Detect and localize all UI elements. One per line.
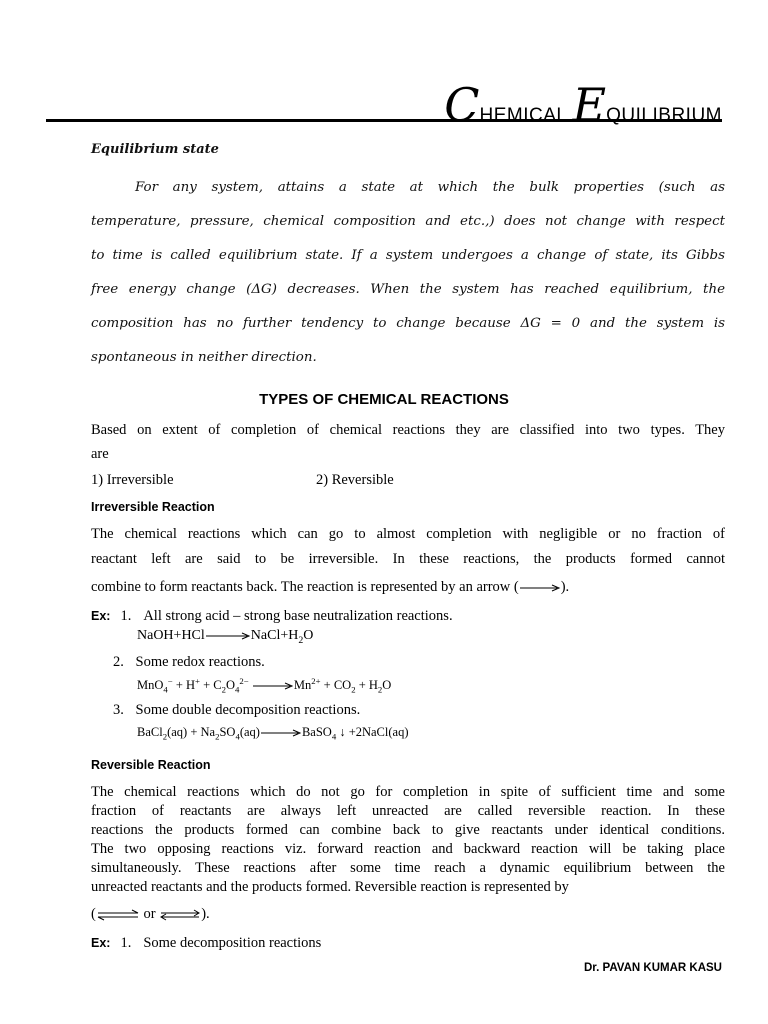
reversible-heading: Reversible Reaction (91, 758, 211, 772)
example-3 (113, 702, 360, 719)
eq2-part: + H (355, 678, 378, 692)
eq2-sub: 2 (221, 684, 226, 695)
eq1-sub: 2 (298, 634, 304, 646)
equilibrium-state-heading: Equilibrium state (91, 142, 219, 157)
reversible-line: unreacted reactants and the products formed. Reversible reaction is represented by (91, 879, 569, 895)
eq1-lhs: NaOH+HCl (137, 628, 205, 643)
title-initial-c: C (444, 78, 480, 132)
types-intro-line: Based on extent of completion of chemical reactions they are classified into two types. They (91, 422, 725, 438)
equation-neutralization (137, 628, 313, 644)
eq2-part: + H (172, 678, 196, 692)
equilibrium-line: free energy change (ΔG) decreases. When the system has reached equilibrium, the (91, 282, 725, 297)
section-title-types: TYPES OF CHEMICAL REACTIONS (259, 391, 509, 408)
eq1-rhs: NaCl+H (250, 628, 299, 643)
eq3-part: BaCl (137, 725, 163, 739)
eq2-sup: + (195, 675, 200, 686)
eq3-sub: 2 (162, 731, 168, 742)
ex-label: Ex: (91, 936, 111, 950)
example-text: Some double decomposition reactions. (135, 702, 361, 718)
right-arrow-icon (252, 681, 294, 691)
eq2-sup: − (167, 675, 173, 686)
eq3-part: ↓ +2NaCl(aq) (336, 725, 409, 739)
equilibrium-arrows-icon (159, 909, 201, 921)
irreversible-line: The chemical reactions which can go to almost completion with negligible or no fraction of (91, 526, 725, 542)
example-number: 2. (113, 654, 124, 670)
example-text: Some decomposition reactions (143, 935, 322, 951)
example-2 (113, 654, 265, 671)
reversible-line: The two opposing reactions viz. forward reaction and backward reaction will be taking place (91, 841, 725, 857)
eq3-sub: 2 (215, 731, 220, 742)
irreversible-line-arrow (91, 579, 569, 596)
eq3-part: (aq) (239, 725, 260, 739)
type-item-reversible: 2) Reversible (316, 472, 394, 488)
eq2-part: + C (199, 678, 222, 692)
irreversible-line: reactant left are said to be irreversible. In these reactions, the products formed cannot (91, 551, 725, 567)
reversible-line: fraction of reactants are always left unreacted are called reversible reaction. In these (91, 803, 725, 819)
eq2-part: Mn (293, 678, 312, 692)
irreversible-line-end: ). (560, 579, 570, 595)
type-item-irreversible: 1) Irreversible (91, 472, 174, 488)
eq2-sup: 2+ (311, 675, 321, 686)
example-number: 3. (113, 702, 124, 718)
reversible-line: The chemical reactions which do not go for completion in spite of sufficient time and some (91, 784, 725, 800)
page-title (444, 78, 722, 132)
eq2-sub: 4 (163, 684, 168, 695)
symbol-close: ). (201, 906, 210, 922)
reversible-line: reactions the products formed can combine back to give reactants under identical conditions. (91, 822, 725, 838)
equilibrium-line: For any system, attains a state at which the bulk properties (such as (135, 180, 725, 195)
example-text: All strong acid – strong base neutralization reactions. (143, 608, 453, 624)
ex-label: Ex: (91, 609, 111, 623)
title-part-1: HEMICAL (479, 105, 573, 126)
right-arrow-icon (205, 631, 251, 641)
right-arrow-icon (260, 728, 302, 738)
reversible-example-1 (91, 934, 321, 952)
eq2-sub: 2 (351, 684, 356, 695)
example-1 (91, 607, 453, 625)
eq2-sub: 2 (377, 684, 383, 695)
equilibrium-harpoons-icon (96, 909, 140, 921)
eq2-part: MnO (137, 678, 164, 692)
eq2-part: O (226, 678, 236, 692)
right-arrow-icon (519, 583, 561, 593)
types-intro-line: are (91, 446, 109, 462)
reversible-line: simultaneously. These reactions after some time reach a dynamic equilibrium between the (91, 860, 725, 876)
eq3-sub: 4 (331, 731, 337, 742)
eq2-sup: 2− (239, 675, 249, 686)
eq1-rhs-end: O (303, 628, 314, 643)
eq2-part: + CO (320, 678, 352, 692)
equilibrium-line: temperature, pressure, chemical composition and etc.,) does not change with respect (91, 214, 725, 229)
eq3-part: SO (219, 725, 236, 739)
equilibrium-line: spontaneous in neither direction. (91, 350, 317, 365)
equilibrium-line: composition has no further tendency to change because ΔG = 0 and the system is (91, 316, 725, 331)
example-number: 1. (120, 935, 132, 951)
irreversible-heading: Irreversible Reaction (91, 500, 215, 514)
equation-double-decomposition (137, 725, 409, 740)
eq3-part: (aq) + Na (167, 725, 216, 739)
eq2-part: O (382, 678, 392, 692)
author-footer: Dr. PAVAN KUMAR KASU (583, 962, 722, 974)
example-number: 1. (120, 608, 132, 624)
irreversible-line-text: combine to form reactants back. The reaction is represented by an arrow ( (91, 579, 519, 595)
eq3-part: BaSO (301, 725, 332, 739)
equilibrium-line: to time is called equilibrium state. If a system undergoes a change of state, its Gibbs (91, 248, 725, 263)
eq2-sub: 4 (235, 684, 240, 695)
symbol-open: ( (91, 906, 96, 922)
reversible-symbols (91, 906, 210, 923)
example-text: Some redox reactions. (135, 654, 265, 670)
eq3-sub: 4 (235, 731, 240, 742)
symbol-or: or (143, 906, 156, 922)
title-initial-e: E (572, 78, 607, 132)
equation-redox (137, 675, 392, 695)
title-part-2: QUILIBRIUM (606, 105, 722, 126)
